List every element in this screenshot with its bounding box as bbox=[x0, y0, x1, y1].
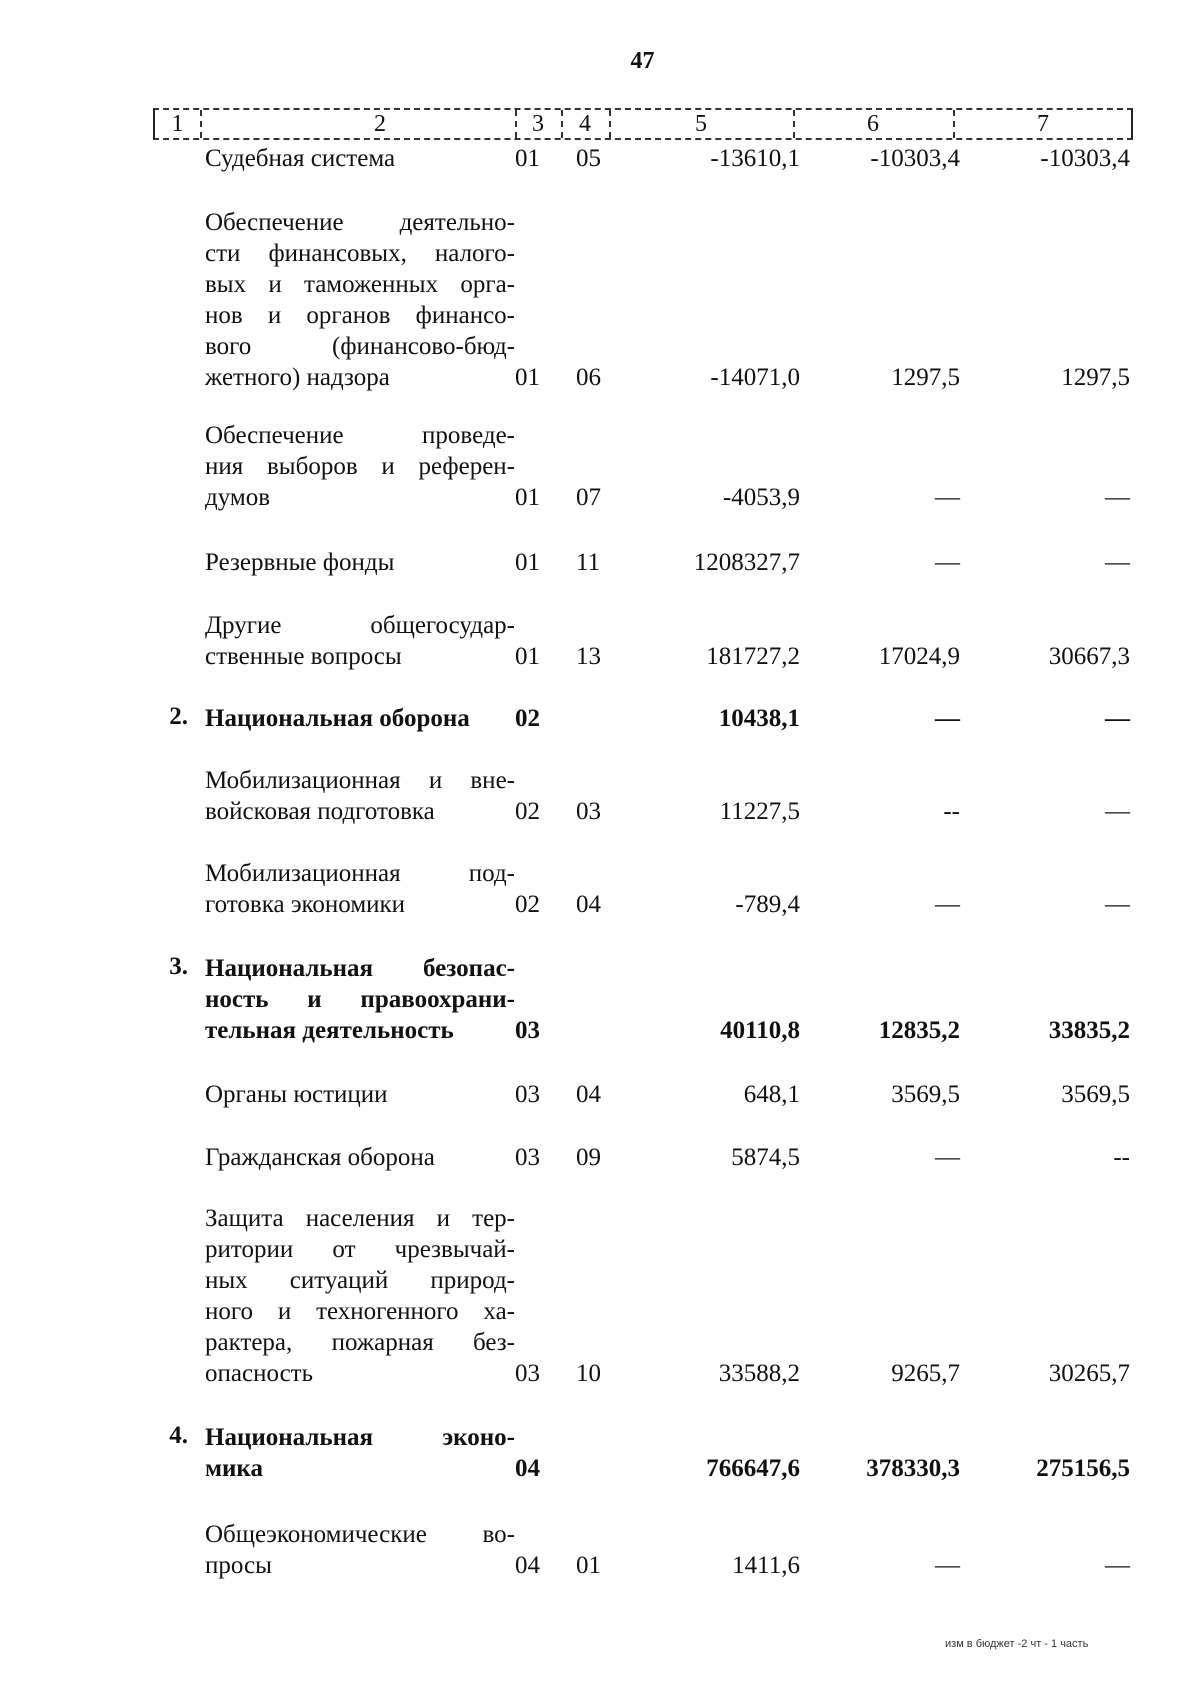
cell-c5: -13610,1 bbox=[710, 145, 800, 172]
row-name-line: вых и таможенных орга- bbox=[205, 271, 515, 298]
row-name-line: Защита населения и тер- bbox=[205, 1205, 515, 1232]
row-name bbox=[205, 420, 515, 513]
cell-c4: 03 bbox=[576, 798, 601, 825]
cell-c7: — bbox=[1105, 705, 1130, 732]
cell-c5: -4053,9 bbox=[722, 484, 800, 511]
row-name-line: мика bbox=[205, 1455, 263, 1482]
cell-c4: 10 bbox=[576, 1360, 601, 1387]
row-name-line: жетного) надзора bbox=[205, 364, 390, 391]
cell-c6: -- bbox=[943, 798, 960, 825]
row-name bbox=[205, 1203, 515, 1389]
cell-c5: -14071,0 bbox=[710, 364, 800, 391]
row-name bbox=[205, 1079, 515, 1110]
cell-c3: 01 bbox=[515, 145, 540, 172]
footer-note: изм в бюджет -2 чт - 1 часть bbox=[945, 1638, 1089, 1650]
header-col-3: 3 bbox=[532, 111, 544, 137]
row-name-line: рактера, пожарная без- bbox=[205, 1329, 515, 1356]
row-name-line: вого (финансово-бюд- bbox=[205, 333, 515, 360]
cell-c3: 03 bbox=[515, 1081, 540, 1108]
cell-c5: 10438,1 bbox=[718, 705, 800, 732]
cell-c3: 02 bbox=[515, 891, 540, 918]
cell-c6: — bbox=[935, 484, 960, 511]
row-name-line: Национальная оборона bbox=[205, 705, 470, 732]
row-name-line: ного и техногенного ха- bbox=[205, 1298, 515, 1325]
cell-c6: — bbox=[935, 705, 960, 732]
cell-c4: 06 bbox=[576, 364, 601, 391]
cell-c7: — bbox=[1105, 891, 1130, 918]
cell-c4: 13 bbox=[576, 643, 601, 670]
cell-c4: 05 bbox=[576, 145, 601, 172]
row-name-line: ственные вопросы bbox=[205, 643, 402, 670]
cell-c5: 1208327,7 bbox=[693, 549, 800, 576]
row-number: 3. bbox=[169, 953, 188, 980]
cell-c6: 3569,5 bbox=[891, 1081, 960, 1108]
cell-c6: — bbox=[935, 1144, 960, 1171]
header-col-4: 4 bbox=[579, 111, 591, 137]
cell-c6: 1297,5 bbox=[891, 364, 960, 391]
cell-c3: 02 bbox=[515, 798, 540, 825]
cell-c5: 1411,6 bbox=[732, 1552, 800, 1579]
row-name bbox=[205, 1422, 515, 1484]
row-name-line: Судебная система bbox=[205, 145, 396, 172]
cell-c4: 04 bbox=[576, 1081, 601, 1108]
cell-c7: — bbox=[1105, 1552, 1130, 1579]
row-name-line: Мобилизационная и вне- bbox=[205, 767, 515, 794]
row-name-line: Резервные фонды bbox=[205, 549, 395, 576]
cell-c3: 04 bbox=[515, 1455, 540, 1482]
cell-c4: 09 bbox=[576, 1144, 601, 1171]
cell-c6: — bbox=[935, 1552, 960, 1579]
row-name bbox=[205, 765, 515, 827]
row-number: 4. bbox=[169, 1422, 188, 1449]
cell-c3: 04 bbox=[515, 1552, 540, 1579]
cell-c7: — bbox=[1105, 549, 1130, 576]
cell-c5: 33588,2 bbox=[718, 1360, 800, 1387]
row-name-line: Органы юстиции bbox=[205, 1081, 388, 1108]
cell-c3: 01 bbox=[515, 364, 540, 391]
cell-c5: 11227,5 bbox=[719, 798, 800, 825]
cell-c6: -10303,4 bbox=[870, 145, 960, 172]
cell-c7: — bbox=[1105, 484, 1130, 511]
cell-c6: 12835,2 bbox=[878, 1017, 960, 1044]
cell-c7: 33835,2 bbox=[1048, 1017, 1130, 1044]
header-col-5: 5 bbox=[695, 111, 707, 137]
row-name-line: войсковая подготовка bbox=[205, 798, 435, 825]
row-name-line: Другие общегосудар- bbox=[205, 612, 515, 639]
cell-c6: 17024,9 bbox=[878, 643, 960, 670]
cell-c5: 181727,2 bbox=[706, 643, 800, 670]
cell-c3: 01 bbox=[515, 484, 540, 511]
cell-c7: 30265,7 bbox=[1048, 1360, 1130, 1387]
cell-c3: 03 bbox=[515, 1360, 540, 1387]
row-name-line: просы bbox=[205, 1552, 272, 1579]
cell-c7: -10303,4 bbox=[1040, 145, 1130, 172]
row-name-line: тельная деятельность bbox=[205, 1017, 454, 1044]
header-col-7: 7 bbox=[1037, 111, 1049, 137]
table-header bbox=[153, 108, 1133, 140]
row-name-line: опасность bbox=[205, 1360, 313, 1387]
row-name-line: Обеспечение деятельно- bbox=[205, 209, 515, 236]
cell-c7: — bbox=[1105, 798, 1130, 825]
row-name-line: сти финансовых, налого- bbox=[205, 240, 515, 267]
row-name-line: думов bbox=[205, 484, 271, 511]
row-name bbox=[205, 1519, 515, 1581]
cell-c6: — bbox=[935, 549, 960, 576]
row-name-line: Национальная эконо- bbox=[205, 1424, 515, 1451]
cell-c3: 01 bbox=[515, 643, 540, 670]
cell-c7: 30667,3 bbox=[1048, 643, 1130, 670]
cell-c3: 01 bbox=[515, 549, 540, 576]
row-name-line: Обеспечение проведе- bbox=[205, 422, 515, 449]
row-name-line: готовка экономики bbox=[205, 891, 406, 918]
row-name-line: Национальная безопас- bbox=[205, 955, 515, 982]
row-name-line: Гражданская оборона bbox=[205, 1144, 435, 1171]
cell-c4: 11 bbox=[576, 549, 601, 576]
row-name bbox=[205, 143, 515, 174]
cell-c5: 5874,5 bbox=[731, 1144, 800, 1171]
cell-c4: 01 bbox=[576, 1552, 601, 1579]
cell-c7: 3569,5 bbox=[1061, 1081, 1130, 1108]
row-name bbox=[205, 547, 515, 578]
row-name bbox=[205, 610, 515, 672]
row-name-line: ния выборов и референ- bbox=[205, 453, 515, 480]
row-name bbox=[205, 858, 515, 920]
header-col-2: 2 bbox=[374, 111, 386, 137]
row-name-line: Общеэкономические во- bbox=[205, 1521, 515, 1548]
cell-c3: 03 bbox=[515, 1144, 540, 1171]
cell-c3: 02 bbox=[515, 705, 540, 732]
cell-c5: 648,1 bbox=[743, 1081, 800, 1108]
cell-c4: 07 bbox=[576, 484, 601, 511]
header-col-1: 1 bbox=[171, 111, 184, 137]
cell-c6: 378330,3 bbox=[866, 1455, 960, 1482]
page-number: 47 bbox=[630, 48, 655, 74]
cell-c7: -- bbox=[1113, 1144, 1130, 1171]
header-col-6: 6 bbox=[867, 111, 879, 137]
cell-c5: 40110,8 bbox=[720, 1017, 800, 1044]
row-name bbox=[205, 207, 515, 393]
row-name-line: нов и органов финансо- bbox=[205, 302, 515, 329]
row-name bbox=[205, 1142, 515, 1173]
cell-c5: 766647,6 bbox=[706, 1455, 800, 1482]
row-name-line: ритории от чрезвычай- bbox=[205, 1236, 515, 1263]
row-name bbox=[205, 703, 515, 734]
row-name-line: Мобилизационная под- bbox=[205, 860, 515, 887]
row-name-line: ность и правоохрани- bbox=[205, 986, 515, 1013]
row-name-line: ных ситуаций природ- bbox=[205, 1267, 515, 1294]
cell-c7: 1297,5 bbox=[1061, 364, 1130, 391]
cell-c5: -789,4 bbox=[735, 891, 800, 918]
cell-c3: 03 bbox=[515, 1017, 540, 1044]
cell-c6: — bbox=[935, 891, 960, 918]
row-number: 2. bbox=[169, 703, 188, 730]
row-name bbox=[205, 953, 515, 1046]
cell-c7: 275156,5 bbox=[1036, 1455, 1130, 1482]
cell-c6: 9265,7 bbox=[891, 1360, 960, 1387]
cell-c4: 04 bbox=[576, 891, 601, 918]
